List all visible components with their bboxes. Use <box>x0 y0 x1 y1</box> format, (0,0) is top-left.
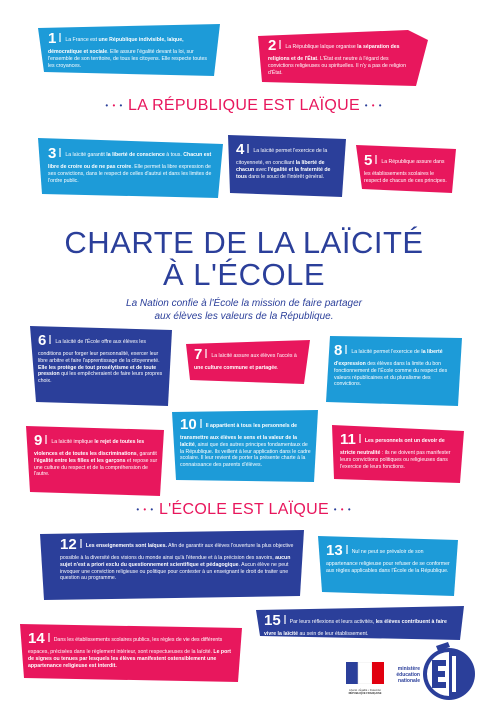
article-3 <box>38 138 223 198</box>
article-2 <box>258 30 428 86</box>
article-text <box>172 410 318 469</box>
separator-bar <box>59 148 61 157</box>
separator-bar <box>359 434 361 443</box>
article-text-bold: l'égalité entre les filles et les garçons <box>34 457 126 464</box>
article-text <box>318 536 458 575</box>
article-text-regular: des élèves dans la limite du bon fonctionnement de l'École comme du respect des valeurs républicaines et du pluralisme des convictions. <box>334 360 448 388</box>
article-text-regular: La laïcité permet l'exercice de la citoyenneté, en conciliant <box>236 148 328 166</box>
main-title-line1: CHARTE DE LA LAÏCITÉ <box>64 225 424 260</box>
dots-decoration: • • • <box>136 505 155 515</box>
separator-bar <box>279 40 281 49</box>
article-number: 5 <box>364 152 373 169</box>
article-text-bold: une République indivisible, laïque, démocratique et sociale <box>48 37 184 55</box>
article-1 <box>38 24 220 76</box>
article-number: 4 <box>236 141 245 158</box>
article-15 <box>256 606 464 640</box>
article-text <box>38 138 223 184</box>
article-text-bold: aucun sujet n'est a priori exclu du questionnement scientifique et pédagogique <box>60 554 291 568</box>
article-9 <box>26 426 164 496</box>
dots-decoration: • • • <box>333 505 352 515</box>
separator-bar <box>205 349 207 358</box>
article-text-regular: La laïcité implique <box>51 439 95 445</box>
article-text-regular: Par leurs réflexions et leurs activités, <box>289 619 376 625</box>
separator-bar <box>345 345 347 354</box>
article-8 <box>326 336 462 406</box>
ministry-line2: éducation <box>396 672 420 679</box>
marianne-logo-icon <box>346 662 384 684</box>
article-text <box>30 326 172 385</box>
article-text <box>38 24 220 69</box>
article-14 <box>20 624 242 682</box>
article-number: 3 <box>48 145 57 162</box>
article-text-regular: Nul ne peut se prévaloir de son appartenance religieuse pour refuser de se conformer aux règles applicables dans l'École de la République. <box>326 549 450 574</box>
article-number: 1 <box>48 30 57 47</box>
separator-bar <box>80 539 82 548</box>
republique-francaise-logo <box>346 662 384 698</box>
article-text-regular: : ils ne doivent pas manifester leurs convictions politiques ou religieuses dans l'exercice de leurs fonctions. <box>340 449 451 470</box>
separator-bar <box>45 435 47 444</box>
article-text-regular: La France est <box>65 37 99 43</box>
article-number: 6 <box>38 332 47 349</box>
republique-label: RÉPUBLIQUE FRANÇAISE <box>348 692 382 695</box>
education-nationale-logo-icon <box>422 642 476 702</box>
article-text <box>228 135 346 180</box>
article-text-regular: La laïcité assure aux élèves l'accès à <box>211 353 297 359</box>
article-text-bold: la séparation des religions et de l'État <box>268 44 400 62</box>
article-text-bold: Les personnels ont un devoir de stricte neutralité <box>340 438 445 456</box>
separator-bar <box>49 335 51 344</box>
article-number: 7 <box>194 346 203 363</box>
article-text-regular: et repose sur une culture du respect et de la compréhension de l'autre. <box>34 457 158 478</box>
separator-bar <box>200 419 202 428</box>
ministry-line1: ministère <box>397 666 420 672</box>
article-number: 12 <box>60 536 77 553</box>
article-text-bold: Le port de signes ou tenues par lesquels les élèves manifestent ostensiblement une appartenance religieuse est interdit. <box>28 648 232 669</box>
article-text-regular: . L'État est neutre à l'égard des convictions religieuses ou spirituelles. Il n'y a pas de religion d'État. <box>268 55 406 76</box>
ministry-line3: nationale <box>398 678 420 685</box>
article-4 <box>228 135 346 197</box>
article-text-bold: les élèves contribuent à faire vivre la laïcité <box>264 619 447 637</box>
article-number: 8 <box>334 342 343 359</box>
ministry-logo <box>422 642 476 702</box>
dots-decoration: • • • <box>105 101 124 111</box>
article-text <box>356 145 456 185</box>
article-text-regular: La laïcité garantit <box>65 152 107 158</box>
article-text <box>256 606 464 638</box>
article-number: 9 <box>34 432 43 449</box>
article-text-regular: , ainsi que des autres principes fondamentaux de la République. Ils veillent à leur application dans le cadre scolaire. Il leur revient de porter la présente charte à la connaissance des parents d'élèves. <box>180 441 311 469</box>
article-text <box>26 426 164 478</box>
article-text-regular: . Elle assure l'égalité devant la loi, sur l'ensemble de son territoire, de tous les citoyens. Elle respecte toutes les croyances. <box>48 48 208 69</box>
article-text-bold: la liberté de chacun <box>236 159 325 173</box>
article-text <box>258 30 428 76</box>
article-text <box>20 624 242 669</box>
article-text <box>186 340 310 372</box>
article-text-regular: dans le souci de l'intérêt général. <box>246 173 325 180</box>
article-text-regular: La laïcité permet l'exercice de <box>351 349 422 355</box>
dots-decoration: • • • <box>364 101 383 111</box>
separator-bar <box>375 155 377 164</box>
article-text-regular: Dans les établissements scolaires publics, les règles de vie des différents espaces, précisées dans le règlement intérieur, sont respectueuses de la laïcité. <box>28 637 223 655</box>
article-6 <box>30 326 172 406</box>
article-text-bold: la liberté d'expression <box>334 349 443 367</box>
article-number: 10 <box>180 416 197 433</box>
article-text-bold: Il appartient à tous les personnels de transmettre aux élèves le sens et la valeur de la laïcité <box>180 423 298 448</box>
article-text-regular: avec <box>254 166 269 173</box>
article-number: 2 <box>268 37 277 54</box>
article-text-regular: au sein de leur établissement. <box>298 630 369 637</box>
separator-bar <box>284 615 286 624</box>
article-text-bold: Les enseignements sont laïques. <box>85 543 167 549</box>
article-number: 11 <box>340 431 356 448</box>
article-text-regular: La République laïque organise <box>285 44 358 50</box>
article-text-regular: . Elle permet la libre expression de ses convictions, dans le respect de celles d'autrui et dans les limites de l'ordre public. <box>48 163 212 184</box>
article-13 <box>318 536 458 596</box>
main-title-line2: À L'ÉCOLE <box>162 257 326 292</box>
article-text <box>40 530 304 582</box>
separator-bar <box>59 33 61 42</box>
section-republique-title: LA RÉPUBLIQUE EST LAÏQUE <box>128 97 360 114</box>
section-ecole <box>0 501 488 519</box>
article-text-regular: Afin de garantir aux élèves l'ouverture la plus objective possible à la diversité des visions du monde ainsi qu'à l'étendue et à la précision des savoirs, <box>60 543 294 561</box>
article-text <box>326 336 462 388</box>
ministry-text <box>392 660 420 700</box>
separator-bar <box>247 144 249 153</box>
subtitle-line1: La Nation confie à l'École la mission de faire partager <box>126 298 362 309</box>
article-text-regular: La République assure dans les établissements scolaires le respect de chacun de ces principes. <box>364 159 447 184</box>
article-text-regular: . Aucun élève ne peut invoquer une conviction religieuse ou politique pour contester à un enseignant le droit de traiter une question au programme. <box>60 561 289 582</box>
article-number: 15 <box>264 612 281 629</box>
separator-bar <box>346 545 348 554</box>
article-12 <box>40 530 304 600</box>
article-text-bold: une culture commune et partagée <box>194 364 278 371</box>
subtitle-line2: aux élèves les valeurs de la République. <box>154 311 334 322</box>
article-10 <box>172 410 318 482</box>
article-text-bold: la liberté de conscience <box>106 152 165 158</box>
article-5 <box>356 145 456 193</box>
article-text-regular: . <box>277 364 279 371</box>
separator-bar <box>48 633 50 642</box>
article-text-bold: Chacun est libre de croire ou de ne pas croire <box>48 152 212 170</box>
article-number: 13 <box>326 542 343 559</box>
article-text-bold: Elle les protège de tout prosélytisme et de toute pression <box>38 364 157 378</box>
article-text-regular: qui les empêcheraient de faire leurs propres choix. <box>38 371 163 385</box>
article-number: 14 <box>28 630 45 647</box>
article-text-bold: le rejet de toutes les violences et de toutes les discriminations <box>34 439 145 457</box>
article-text-bold: l'égalité et la fraternité de tous <box>236 166 331 180</box>
republique-motto: Liberté • Égalité • Fraternité <box>349 689 381 692</box>
article-11 <box>332 425 464 483</box>
article-7 <box>186 340 310 384</box>
article-text-regular: à tous. <box>164 152 184 158</box>
article-text <box>332 425 464 470</box>
article-text-regular: La laïcité de l'École offre aux élèves les conditions pour forger leur personnalité, exercer leur libre arbitre et faire l'apprentissage de la citoyenneté. <box>38 339 160 364</box>
section-ecole-title: L'ÉCOLE EST LAÏQUE <box>158 501 329 518</box>
article-text-regular: , garantit <box>136 450 157 457</box>
section-republique <box>0 97 488 115</box>
